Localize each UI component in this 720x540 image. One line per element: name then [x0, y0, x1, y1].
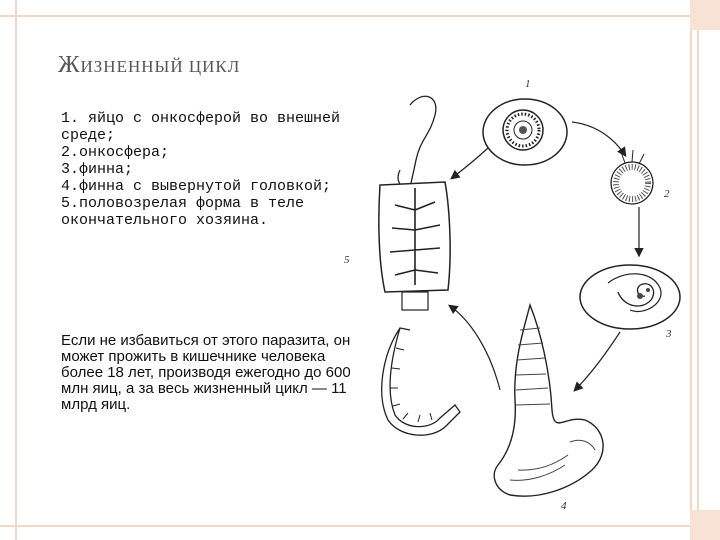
frame-corner-top [690, 0, 720, 30]
slide-title [58, 52, 240, 79]
slide-title-rest: ИЗНЕННЫЙ ЦИКЛ [80, 57, 241, 76]
arrow-everted-to-adult [450, 306, 500, 390]
stage-label-4: 4 [561, 500, 567, 512]
list-item-text: 5.половозрелая форма в теле окончательного хозяина. [61, 195, 305, 229]
stage-label-3: 3 [666, 328, 672, 340]
frame-line-right [690, 0, 692, 540]
arrow-cysticercus-to-everted [575, 332, 620, 390]
frame-line-left [15, 0, 17, 540]
stage-egg [483, 99, 567, 165]
stage-label-5: 5 [344, 254, 350, 266]
list-item-text: 2.онкосфера; [61, 144, 170, 161]
list-item [30, 110, 350, 144]
stage-strobila-segments [382, 328, 460, 435]
list-item [30, 161, 350, 178]
list-item-text: 3.финна; [61, 161, 134, 178]
stage-label-1: 1 [525, 78, 531, 90]
slide-title-cap: Ж [58, 52, 81, 78]
stage-oncosphere [611, 150, 653, 204]
stage-cysticercus [580, 265, 680, 329]
stage-everted-cysticercus [494, 305, 603, 496]
stage-adult-worm [379, 96, 450, 310]
list-item [30, 195, 350, 229]
arrow-1-to-2-reverse [452, 148, 488, 178]
frame-line-right-2 [697, 0, 699, 540]
frame-corner-bottom [690, 510, 720, 540]
arrow-egg-to-oncosphere [572, 122, 625, 155]
list-item-text: 1. яйцо с онкосферой во внешней среде; [61, 110, 341, 144]
parasite-paragraph: Если не избавиться от этого паразита, он может прожить в кишечнике человека более 18 лет, производя ежегодно до 600 млн яиц, а за весь жизненный цикл — 11 млрд яиц. [61, 332, 351, 413]
lifecycle-diagram [340, 70, 685, 530]
list-item-empty [30, 236, 350, 260]
lifecycle-list [30, 110, 350, 260]
list-item [30, 178, 350, 195]
list-item-text: 4.финна с вывернутой головкой; [61, 178, 332, 195]
frame-line-top [0, 15, 720, 17]
stage-label-2: 2 [664, 188, 670, 200]
list-item [30, 144, 350, 161]
